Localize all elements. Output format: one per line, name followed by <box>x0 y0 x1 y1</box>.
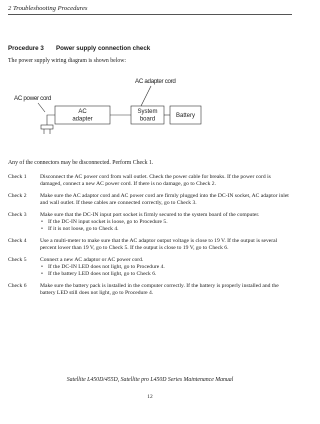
system-board-label-line2: board <box>139 116 156 123</box>
battery-label: Battery <box>175 113 196 119</box>
check-text: Make sure the AC adaptor cord and AC power cord are firmly plugged into the DC-IN socket, AC adaptor inlet and wall outlet. If these cables are connected correctly, go to Check 3. <box>40 193 289 206</box>
ac-adapter-label-line1: AC <box>78 109 87 115</box>
check-text: Make sure the battery pack is installed in the computer correctly. If the battery is properly installed and the battery LED still does not light, go to Procedure 4. <box>40 283 279 296</box>
check-body <box>40 283 290 297</box>
check-body <box>40 193 290 207</box>
ac-plug-cable <box>47 115 55 125</box>
check-label: Check 5 <box>8 257 27 263</box>
check-text: Use a multi-meter to make sure that the AC adaptor output voltage is close to 19 V. If the output is several percent lower than 19 V, go to Check 5. If the output is close to 19 V, go to Check 6. <box>40 238 278 251</box>
check-bullet: • If the battery LED does not light, go to Check 6. <box>40 271 290 278</box>
ac-adapter-cord-line <box>141 86 151 106</box>
check-item <box>8 238 290 252</box>
procedure-intro: The power supply wiring diagram is shown below: <box>8 58 127 64</box>
ac-power-cord-label: AC power cord <box>14 95 52 102</box>
check-text: Make sure that the DC-IN input port socket is firmly secured to the system board of the computer. <box>40 212 260 218</box>
check-item <box>8 257 290 278</box>
procedure-heading <box>8 45 150 52</box>
footer-manual-title: Satellite L450D/455D, Satellite pro L450D Series Maintenance Manual <box>66 377 234 383</box>
check-label: Check 6 <box>8 283 27 289</box>
check-text: Disconnect the AC power cord from wall outlet. Check the power cable for breaks. If the power cord is damaged, connect a new AC power cord. If there is no damage, go to Check 2. <box>40 174 271 187</box>
page-number: 12 <box>147 394 153 400</box>
ac-adapter-label-line2: adapter <box>72 116 93 123</box>
header-rule <box>8 14 292 15</box>
check-bullet-list <box>40 264 290 278</box>
disconnect-note: Any of the connectors may be disconnected. Perform Check 1. <box>8 160 154 166</box>
check-text: Connect a new AC adaptor or AC power cord. <box>40 257 144 263</box>
procedure-title: Power supply connection check <box>56 45 151 52</box>
check-body <box>40 257 290 278</box>
check-bullet: • If the DC-IN input socket is loose, go to Procedure 5. <box>40 219 290 226</box>
check-list <box>8 174 290 302</box>
running-header: 2 Troubleshooting Procedures <box>8 5 88 12</box>
check-body <box>40 174 290 188</box>
check-item <box>8 193 290 207</box>
check-body <box>40 212 290 233</box>
check-item <box>8 212 290 233</box>
system-board-label-line1: System <box>137 109 158 115</box>
ac-plug-icon <box>41 125 53 129</box>
check-bullet: • If the DC-IN LED does not light, go to Procedure 4. <box>40 264 290 271</box>
check-label: Check 1 <box>8 174 27 180</box>
check-label: Check 2 <box>8 193 27 199</box>
ac-power-cord-line <box>38 103 45 112</box>
check-label: Check 3 <box>8 212 27 218</box>
check-label: Check 4 <box>8 238 27 244</box>
power-wiring-diagram <box>0 70 300 140</box>
check-bullet-list <box>40 219 290 233</box>
check-item <box>8 174 290 188</box>
check-body <box>40 238 290 252</box>
check-item <box>8 283 290 297</box>
check-bullet: • If it is not loose, go to Check 4. <box>40 226 290 233</box>
procedure-number: Procedure 3 <box>8 45 44 52</box>
ac-adapter-cord-label: AC adapter cord <box>135 78 176 85</box>
